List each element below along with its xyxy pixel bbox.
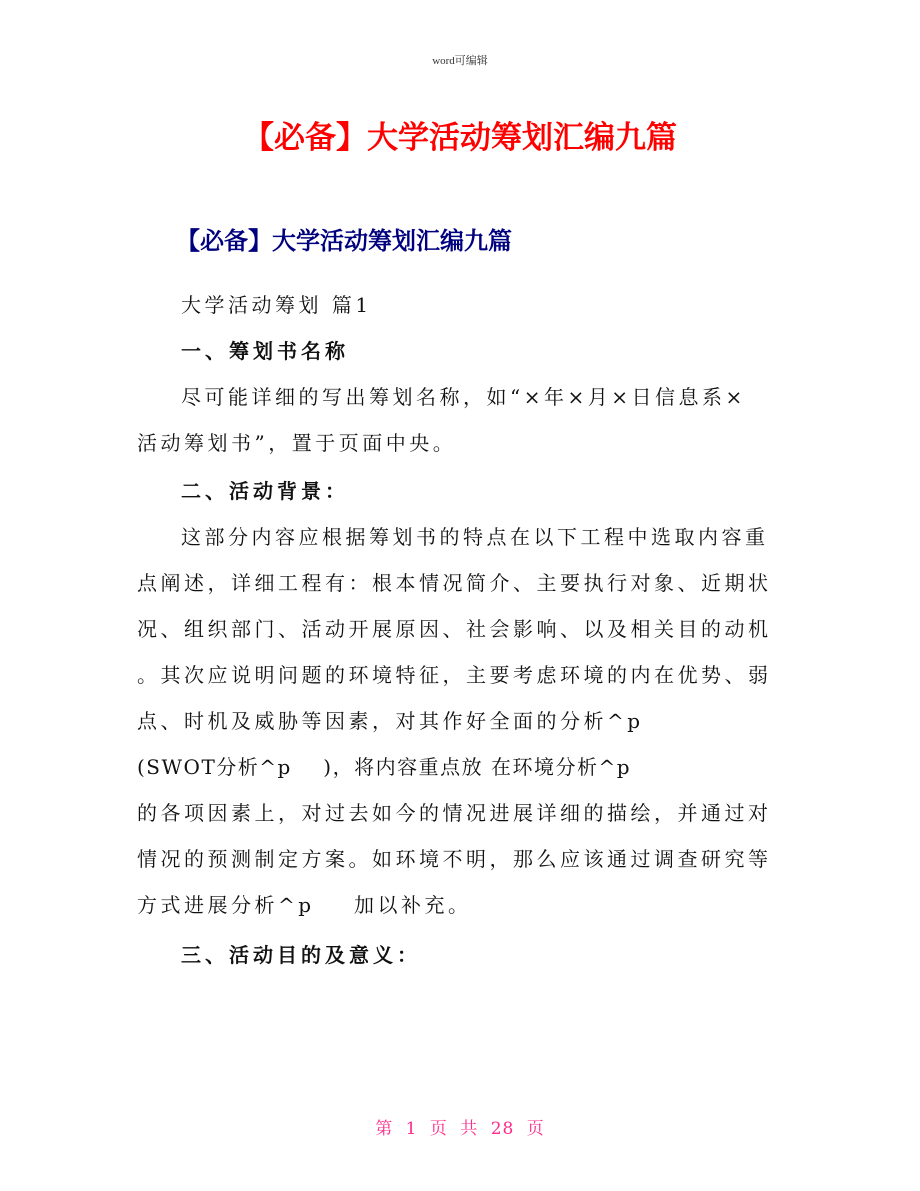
paragraph-line: 尽可能详细的写出筹划名称，如“×年×月×日信息系× — [181, 385, 746, 409]
header-note: word可编辑 — [432, 55, 488, 67]
section-heading: 三、活动目的及意义： — [181, 943, 421, 967]
paragraph-line: 点阐述，详细工程有：根本情况简介、主要执行对象、近期状 — [137, 571, 772, 595]
page-number-footer: 第 1 页 共 28 页 — [375, 1119, 545, 1139]
paragraph-line: 活动筹划书”，置于页面中央。 — [137, 431, 457, 455]
section-label: 大学活动筹划 篇1 — [181, 293, 372, 317]
section-heading: 二、活动背景： — [181, 479, 349, 503]
paragraph-line: 点、时机及威胁等因素，对其作好全面的分析^p — [137, 709, 644, 733]
document-subtitle: 【必备】大学活动筹划汇编九篇 — [176, 227, 512, 255]
paragraph-line: 。其次应说明问题的环境特征，主要考虑环境的内在优势、弱 — [137, 663, 772, 687]
section-heading: 一、筹划书名称 — [181, 339, 349, 363]
paragraph-line: 这部分内容应根据筹划书的特点在以下工程中选取内容重 — [181, 525, 769, 549]
paragraph-line: 情况的预测制定方案。如环境不明，那么应该通过调查研究等 — [137, 847, 772, 871]
document-title: 【必备】大学活动筹划汇编九篇 — [243, 120, 677, 156]
paragraph-line: 方式进展分析^p 加以补充。 — [137, 893, 472, 917]
paragraph-line: 况、组织部门、活动开展原因、社会影响、以及相关目的动机 — [137, 617, 772, 641]
paragraph-line: (SWOT分析^p )，将内容重点放 在环境分析^p — [137, 755, 632, 779]
paragraph-line: 的各项因素上，对过去如今的情况进展详细的描绘，并通过对 — [137, 801, 772, 825]
